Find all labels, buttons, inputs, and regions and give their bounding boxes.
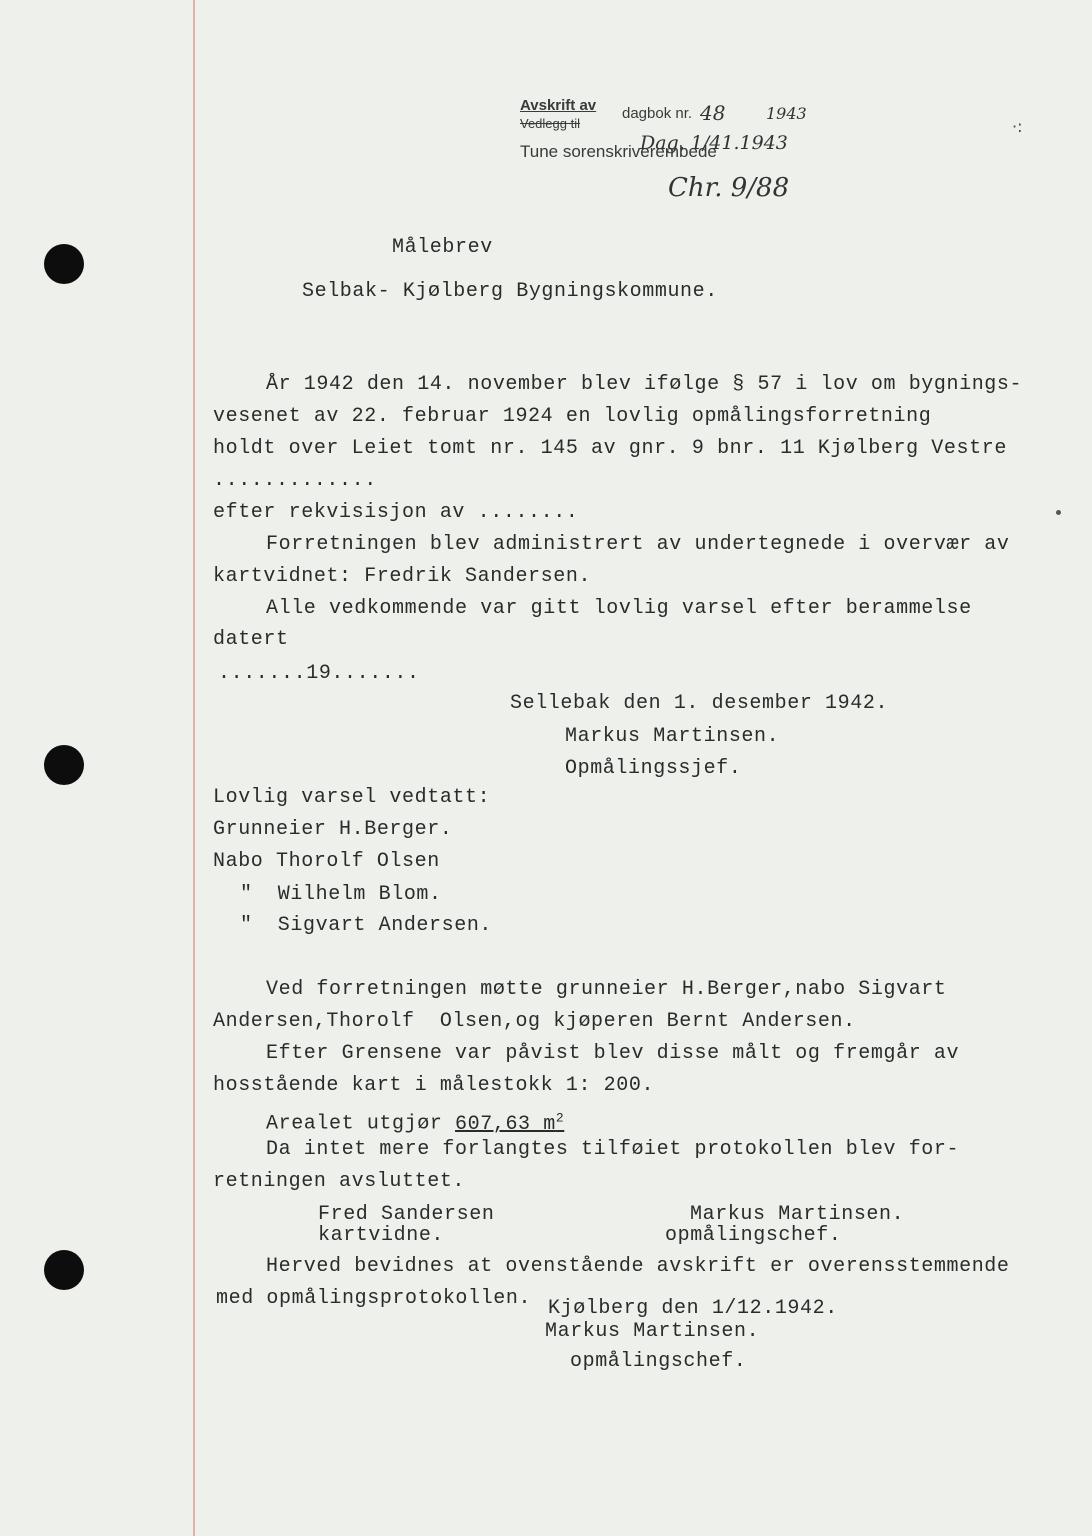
final-title: opmålingschef. [570, 1350, 747, 1373]
ink-speck [1056, 510, 1061, 515]
paragraph-1-line-4: ............. [213, 469, 377, 492]
margin-line [193, 0, 195, 1536]
signature-1-place-date: Sellebak den 1. desember 1942. [510, 692, 889, 715]
area-unit-superscript: 2 [555, 1110, 565, 1125]
notice-heading: Lovlig varsel vedtatt: [213, 786, 491, 809]
final-place-date: Kjølberg den 1/12.1942. [548, 1297, 838, 1320]
area-value-number: 607,63 m [455, 1112, 556, 1136]
notice-row-4: " Sigvart Andersen. [240, 914, 493, 937]
paragraph-1-line-1: År 1942 den 14. november blev ifølge § 57 i lov om bygnings- [266, 373, 1023, 396]
document-subheading: Selbak- Kjølberg Bygningskommune. [302, 280, 718, 303]
paragraph-6-line-2: hosstående kart i målestokk 1: 200. [213, 1074, 655, 1097]
signature-right-name: Markus Martinsen. [690, 1203, 905, 1226]
stamp-dagbok: dagbok nr. [622, 105, 693, 122]
handwritten-date: Dag. 1/41.1943 [640, 132, 788, 154]
signature-1-name: Markus Martinsen. [565, 725, 780, 748]
punch-hole-middle [44, 745, 84, 785]
area-label: Arealet utgjør [266, 1112, 443, 1136]
area-value [455, 1110, 565, 1136]
final-name: Markus Martinsen. [545, 1320, 760, 1343]
paragraph-5-line-1: Ved forretningen møtte grunneier H.Berger,nabo Sigvart [266, 978, 947, 1001]
signature-1-title: Opmålingssjef. [565, 757, 742, 780]
paragraph-8-line-1: Da intet mere forlangtes tilføiet protokollen blev for- [266, 1138, 960, 1161]
signature-left-name: Fred Sandersen [318, 1203, 495, 1226]
handwritten-reference: Chr. 9/88 [668, 173, 790, 203]
handwritten-year: 1943 [766, 104, 807, 123]
paragraph-1-line-2: vesenet av 22. februar 1924 en lovlig opmålingsforretning [213, 405, 932, 428]
paragraph-5-line-2: Andersen,Thorolf Olsen,og kjøperen Bernt Andersen. [213, 1010, 856, 1033]
margin-mark: ·: [1012, 117, 1023, 136]
paragraph-8-line-2: retningen avsluttet. [213, 1170, 466, 1193]
certification-line-2: med opmålingsprotokollen. [216, 1287, 532, 1310]
punch-hole-bottom [44, 1250, 84, 1290]
stamp-avskrift: Avskrift av [520, 97, 597, 114]
stamp-vedlegg-struck: Vedlegg til [520, 116, 580, 131]
paragraph-4-line-3: .......19....... [218, 662, 420, 685]
paragraph-2: efter rekvisisjon av ........ [213, 501, 579, 524]
paragraph-1-line-3: holdt over Leiet tomt nr. 145 av gnr. 9 bnr. 11 Kjølberg Vestre [213, 437, 1007, 460]
paragraph-4-line-1: Alle vedkommende var gitt lovlig varsel efter berammelse [266, 597, 972, 620]
signature-right-title: opmålingschef. [665, 1224, 842, 1247]
certification-line-1: Herved bevidnes at ovenstående avskrift er overensstemmende [266, 1255, 1010, 1278]
paragraph-3-line-1: Forretningen blev administrert av undertegnede i overvær av [266, 533, 1010, 556]
area-line [266, 1106, 564, 1137]
signature-left-title: kartvidne. [318, 1224, 445, 1247]
punch-hole-top [44, 244, 84, 284]
stamp-office: Tune sorenskriverembede [520, 142, 717, 161]
notice-row-2: Nabo Thorolf Olsen [213, 850, 440, 873]
notice-row-3: " Wilhelm Blom. [240, 883, 442, 906]
paragraph-3-line-2: kartvidnet: Fredrik Sandersen. [213, 565, 592, 588]
handwritten-number: 48 [700, 101, 726, 125]
paragraph-6-line-1: Efter Grensene var påvist blev disse målt og fremgår av [266, 1042, 960, 1065]
document-heading: Målebrev [392, 236, 493, 259]
paragraph-4-line-2: datert [213, 628, 289, 651]
notice-row-1: Grunneier H.Berger. [213, 818, 453, 841]
